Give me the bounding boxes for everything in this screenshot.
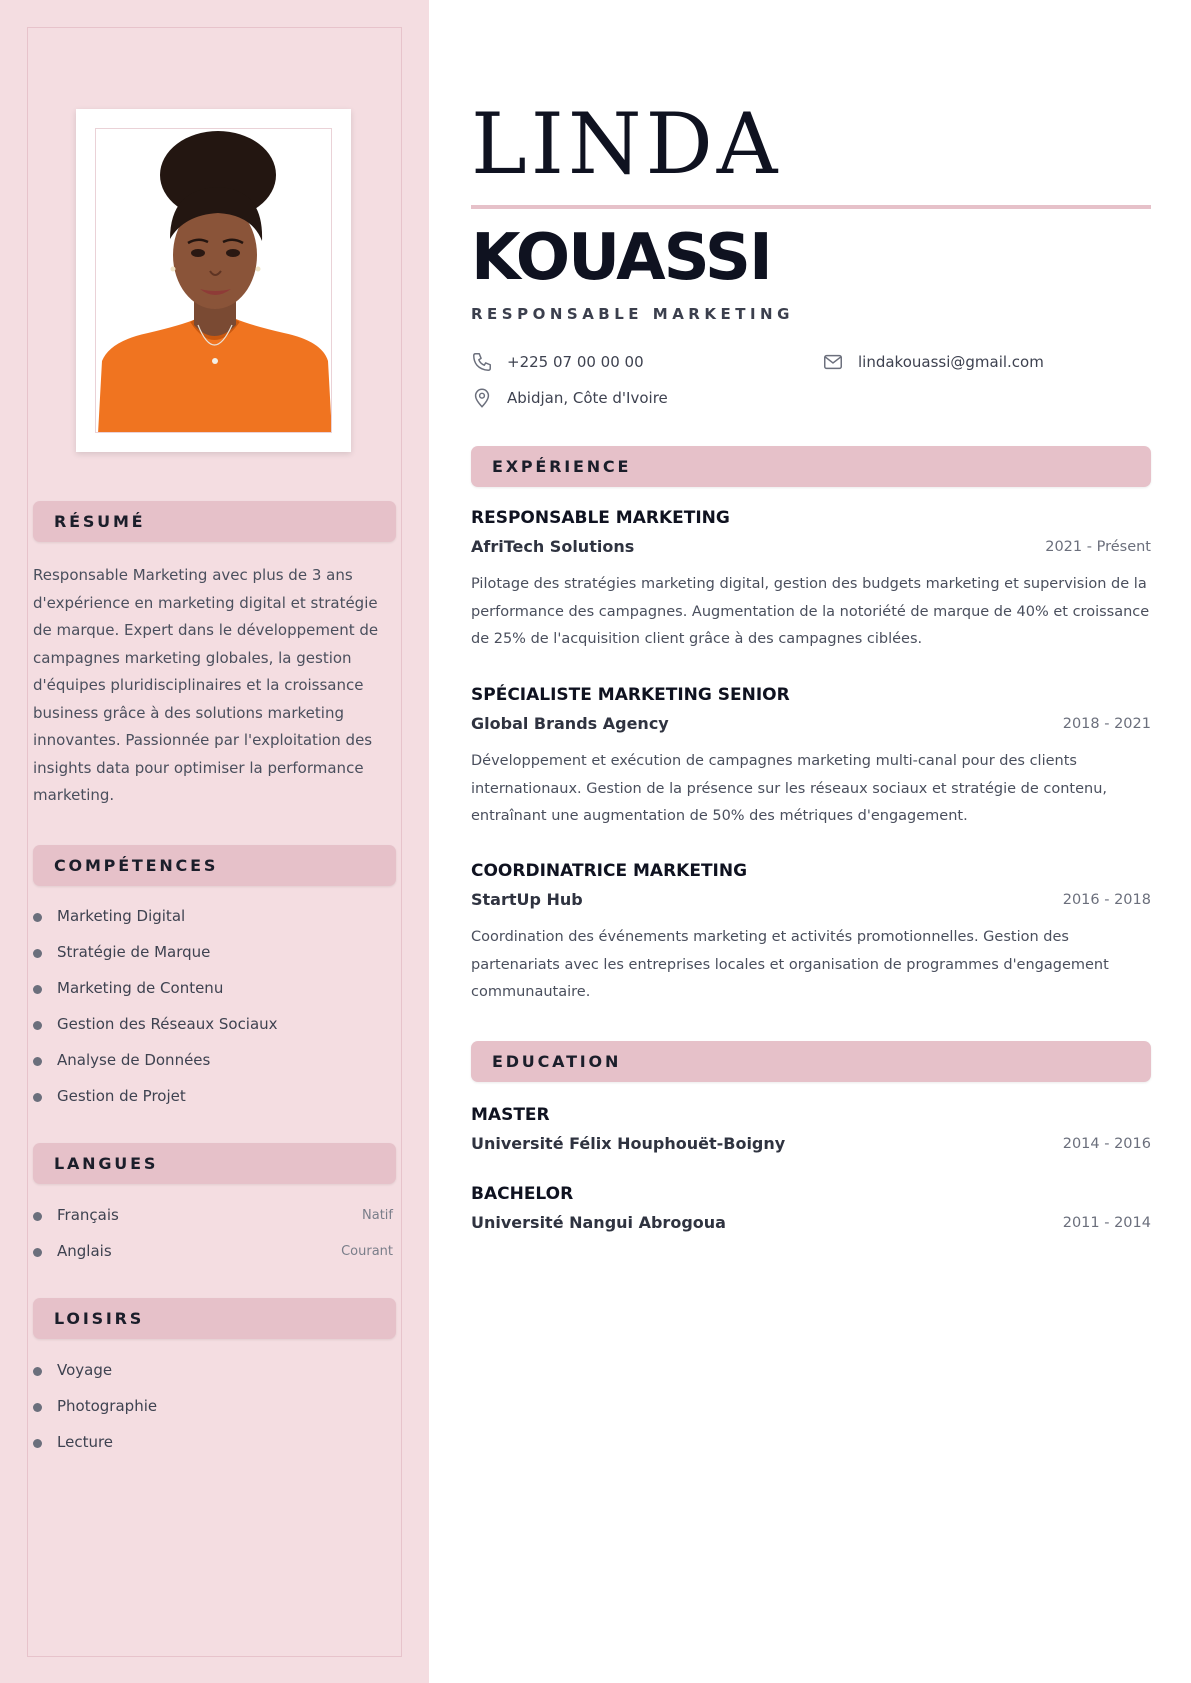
list-item — [33, 1050, 396, 1086]
skill-label: Gestion de Projet — [57, 1087, 186, 1105]
language-name: Anglais — [57, 1242, 112, 1260]
portrait-photo — [95, 128, 332, 433]
list-item — [33, 1205, 396, 1241]
bullet-icon — [33, 1367, 42, 1376]
hobbies-list — [33, 1360, 396, 1468]
bullet-icon — [33, 913, 42, 922]
job-description: Pilotage des stratégies marketing digital, gestion des budgets marketing et supervision de la performance des campagnes. Augmentation de la notoriété de marque de 40% et croissance de 25% de l'acquisition client grâce à des campagnes ciblées. — [471, 576, 1150, 647]
bullet-icon — [33, 1093, 42, 1102]
skill-label: Stratégie de Marque — [57, 943, 211, 961]
list-item — [33, 942, 396, 978]
skills-heading-label: COMPÉTENCES — [54, 856, 219, 875]
summary-heading-label: RÉSUMÉ — [54, 512, 146, 531]
school: Université Félix Houphouët-Boigny — [471, 1134, 786, 1153]
education-dates: 2014 - 2016 — [1062, 1136, 1151, 1152]
map-pin-icon — [471, 387, 493, 409]
language-level: Courant — [341, 1244, 393, 1259]
bullet-icon — [33, 949, 42, 958]
bullet-icon — [33, 1212, 42, 1221]
job-role: COORDINATRICE MARKETING — [471, 861, 748, 881]
skills-heading — [33, 845, 396, 886]
job-dates: 2018 - 2021 — [1062, 716, 1151, 732]
location-text: Abidjan, Côte d'Ivoire — [507, 389, 668, 407]
languages-list — [33, 1205, 396, 1277]
hobby-label: Lecture — [57, 1433, 114, 1451]
job-description: Développement et exécution de campagnes marketing multi-canal pour des clients internationaux. Gestion de la présence sur les réseaux sociaux et stratégie de contenu, entraînant une augmentation de 50% des métriques d'engagement. — [471, 753, 1108, 824]
job-role: SPÉCIALISTE MARKETING SENIOR — [471, 685, 790, 705]
skill-label: Gestion des Réseaux Sociaux — [57, 1015, 278, 1033]
bullet-icon — [33, 985, 42, 994]
hobbies-heading — [33, 1298, 396, 1339]
phone-text[interactable]: +225 07 00 00 00 — [507, 353, 644, 371]
job-company: Global Brands Agency — [471, 714, 669, 733]
list-item — [33, 1432, 396, 1468]
mail-icon — [822, 351, 844, 373]
languages-heading-label: LANGUES — [54, 1154, 159, 1173]
languages-heading — [33, 1143, 396, 1184]
hobby-label: Photographie — [57, 1397, 158, 1415]
list-item — [33, 1241, 396, 1277]
sidebar — [0, 0, 429, 1683]
photo-frame — [76, 109, 351, 452]
job-description: Coordination des événements marketing et activités promotionnelles. Gestion des partenariats avec les entreprises locales et organisation de programmes d'engagement communautaire. — [471, 929, 1109, 1000]
job-company: AfriTech Solutions — [471, 537, 635, 556]
bullet-icon — [33, 1439, 42, 1448]
experience-heading-label: EXPÉRIENCE — [492, 457, 632, 476]
job-company: StartUp Hub — [471, 890, 583, 909]
bullet-icon — [33, 1021, 42, 1030]
hobby-label: Voyage — [57, 1361, 113, 1379]
language-level: Natif — [362, 1208, 393, 1223]
job-dates: 2021 - Présent — [1045, 539, 1151, 555]
degree: BACHELOR — [471, 1184, 574, 1204]
list-item — [33, 1396, 396, 1432]
phone-icon — [471, 351, 493, 373]
job-dates: 2016 - 2018 — [1062, 892, 1151, 908]
summary-heading — [33, 501, 396, 542]
skill-label: Marketing Digital — [57, 907, 186, 925]
degree: MASTER — [471, 1105, 550, 1125]
skills-list — [33, 906, 396, 1122]
education-heading — [471, 1041, 1151, 1082]
bullet-icon — [33, 1057, 42, 1066]
list-item — [33, 906, 396, 942]
email-text[interactable]: lindakouassi@gmail.com — [858, 353, 1044, 371]
bullet-icon — [33, 1248, 42, 1257]
education-heading-label: EDUCATION — [492, 1052, 622, 1071]
school: Université Nangui Abrogoua — [471, 1213, 726, 1232]
job-title: RESPONSABLE MARKETING — [471, 305, 794, 323]
skill-label: Marketing de Contenu — [57, 979, 224, 997]
skill-label: Analyse de Données — [57, 1051, 211, 1069]
bullet-icon — [33, 1403, 42, 1412]
education-dates: 2011 - 2014 — [1062, 1215, 1151, 1231]
list-item — [33, 978, 396, 1014]
language-name: Français — [57, 1206, 119, 1224]
experience-heading — [471, 446, 1151, 487]
job-role: RESPONSABLE MARKETING — [471, 508, 730, 528]
hobbies-heading-label: LOISIRS — [54, 1309, 145, 1328]
summary-text: Responsable Marketing avec plus de 3 ans d'expérience en marketing digital et stratégie de marque. Expert dans le développement de campagnes marketing globales, la gestion d'équipes pluridisciplinaires et la croissance business grâce à des solutions marketing innovantes. Passionnée par l'exploitation des insights data pour optimiser la performance marketing. — [33, 566, 379, 804]
last-name: KOUASSI — [471, 221, 771, 295]
name-divider — [471, 205, 1151, 209]
list-item — [33, 1014, 396, 1050]
list-item — [33, 1360, 396, 1396]
list-item — [33, 1086, 396, 1122]
first-name: LINDA — [471, 95, 782, 193]
